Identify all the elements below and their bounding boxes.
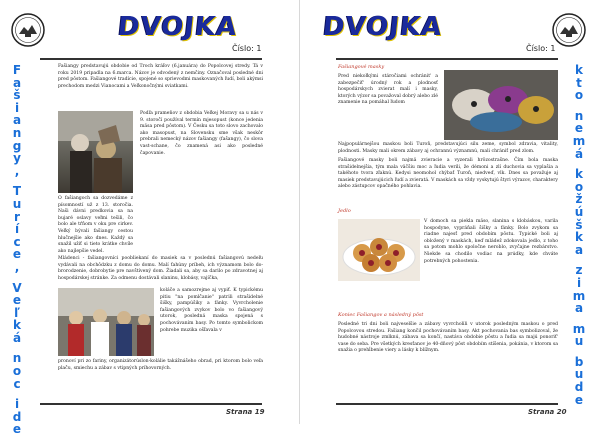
vertical-title-letter: F xyxy=(12,63,22,77)
paragraph-col2: Podľa prameňov z obdobia Veľkej Moravy sa u nás v 9. storočí používal termín mjesopust (konce jedenia mäsa pred pôstom). V Česku sa toto slovo zachovalo ako masopust, na Slovensku sme však neskôr prebrali nemecký názov fašiangy (fašangy), čo slova vast-schane, čo znamená asi ako posledné čapovanie. xyxy=(140,111,263,156)
vertical-title-letter: e xyxy=(574,392,584,407)
vertical-title-letter: V xyxy=(12,280,22,295)
vertical-title-letter: e xyxy=(12,293,22,308)
section-heading-jedlo: Jedlo xyxy=(338,208,351,214)
vertical-title-letter: ľ xyxy=(14,305,20,320)
vertical-title-letter: a xyxy=(574,301,584,316)
vertical-title-letter: o xyxy=(574,88,584,103)
issue-number: Číslo: 1 xyxy=(232,44,262,53)
masthead-title: DVOJKA xyxy=(116,12,239,42)
vertical-title-letter: n xyxy=(12,351,22,366)
paragraph-end: pronoví pri zo fariny, organizátorúslon-kolálie takážnášeho obrad, pri ktorom bolo veľa plaču, smiechu a zábav s vtipných príhovorných. xyxy=(58,359,263,371)
vertical-title-letter: m xyxy=(572,133,586,148)
vertical-title-letter: b xyxy=(574,354,584,369)
vertical-title-letter: y xyxy=(13,151,21,166)
vertical-title-letter: k xyxy=(575,63,583,77)
school-crest-icon xyxy=(551,12,587,48)
vertical-title-letter: k xyxy=(575,167,583,182)
vertical-title-letter: o xyxy=(574,179,584,194)
vertical-title-letter: m xyxy=(572,321,586,336)
section-heading-masks: Fašiangové masky xyxy=(338,64,385,70)
paragraph-jedlo: V domoch sa piekla mäso, slanina s klobáskou, varila hospodyne, vypráňali šišky a fánky. Bolo zvykom sa riadne najesť pred obdobím pôstu. Typické boli aj obložený v maskách, keď mládež zdokovala jedlo, z toho sa potom mohlo spoločne neroblo, zvyčajne rezbárstvo. Niekde sa chodilo vodiac na prúdky, kde chváte potrebných pohostenia. xyxy=(424,219,558,264)
vertical-title-letter: c xyxy=(13,234,21,249)
vertical-title-letter: a xyxy=(12,75,22,90)
paragraph-masks-2: Fašiangové masky boli najmä zvieracie a vyzerali hrôzostrašne. Čím bola maska strašidelnejšia, tým mala väčšiu moc a ľudia verili, že démoni a zlí duchovia sa vyplašia a takéhoto tvora zľaknú. Kedysi neomohol chýbať Turoň, niedveď, vlk. Dnes sa považuje aj masiek predstavujúcich ľudí a zvieratá. V maskách sa vždy vyskytujú štyri výrazov, charaktery alebo zástupcov opačného pohlavia. xyxy=(338,158,558,190)
paragraph-col1: O fašiangoch sa dozvedáme z písomností už z 13. storočia. Naši dávni predkovia sa na bujaré oslavy veľmi tešili, čo bolo ale tŕňom v oku pre cirkev. Veľký bývali fašiangy cestou hlučnejšie ako dnes. Každý sa snažil užiť si tieto krátke chvíle ako najlepšie vedel. xyxy=(58,196,133,254)
vertical-title-letter: á xyxy=(574,146,584,161)
vertical-title-letter: í xyxy=(14,222,20,237)
vertical-section-title xyxy=(8,64,26,436)
photo-procession xyxy=(58,288,154,356)
page-number: Strana 20 xyxy=(528,408,567,416)
vertical-title-letter: m xyxy=(572,288,586,303)
header-rule xyxy=(40,58,262,60)
photo-masks xyxy=(444,70,558,140)
masthead-title: DVOJKA xyxy=(321,12,444,42)
paragraph-masks-full: Najpopulárnejšou maskou boli Turoň, predstavujúci silu zeme, symbol zdravia, vitality, plodnosti. Masky mali okrem zábavy aj ochrannú významnú, mali chrániť pred zlom. xyxy=(338,142,558,154)
vertical-title-letter: , xyxy=(14,163,20,178)
vertical-title-letter: t xyxy=(576,75,582,90)
vertical-title-letter: u xyxy=(574,334,584,349)
photo-pastries xyxy=(338,219,420,281)
footer-rule xyxy=(336,403,558,405)
vertical-title-letter: i xyxy=(576,275,582,290)
header-rule xyxy=(336,58,558,60)
vertical-title-letter: e xyxy=(12,422,22,436)
page-20 xyxy=(300,0,600,424)
photo-carnival-masks xyxy=(58,111,133,193)
section-heading-koniec: Koniec Fašiangov a následný pôst xyxy=(338,312,424,318)
vertical-title-letter: d xyxy=(12,409,22,424)
vertical-title-letter: g xyxy=(12,138,22,153)
vertical-title-letter: š xyxy=(575,217,583,232)
vertical-title-letter: k xyxy=(13,318,21,333)
paragraph-col3: koláče a samozrejme aj vypiť. K typickému pitiu "na pomlčanie" patrili strašidelné šišky, pampúšiky a fánky. Vyvrcholenie fašiangových zvykov bolo vo fašiangový utorok, posledná maska spojená s pochovávaním basy. Po tomto symbolickom pohrebe muzika ošľavala v xyxy=(160,288,263,333)
vertical-title-letter: a xyxy=(574,242,584,257)
vertical-title-letter: n xyxy=(12,125,22,140)
vertical-title-letter: u xyxy=(12,196,22,211)
vertical-title-letter: c xyxy=(13,376,21,391)
school-crest-icon xyxy=(10,12,46,48)
vertical-title-letter: á xyxy=(12,330,22,345)
vertical-title-letter: e xyxy=(574,121,584,136)
vertical-title-letter: ž xyxy=(575,192,583,207)
intro-paragraph: Fašiangy predstavujú obdobie od Troch kráľov (6.januára) do Popolcovej stredy. Tá v roku 2019 pripadla na 6.marca. Názov je odvodený z nemčiny. Označoval posledné dni pred pôstom. Fašiangové tradície, spojené so sprievodmi maskovaných ľudí, boli akýmsi prechodom medzi Vianocami a Veľkonočnými sviatkami. xyxy=(58,64,263,89)
page-number: Strana 19 xyxy=(226,408,265,416)
vertical-title-letter: , xyxy=(14,259,20,274)
vertical-title-letter: d xyxy=(574,380,584,395)
vertical-title-letter: i xyxy=(14,100,20,115)
paragraph-full: Mládenci - fašiangovníci poobliekaní do masiek sa v poslednú fašiangovú nedeľu vydávali na obchôdzku z domu do domu. Malí ťahúny príbeh, ich významom bolo do-brorodzenie, dobrobytie pre navštívený dom. Žiadali sa, aby sa darilo po zdravotnej aj hospodárskej stránke. Za odmenu dostávali slaninu, klobásy, vajíčka, xyxy=(58,256,263,281)
vertical-title-letter: i xyxy=(14,397,20,412)
issue-number: Číslo: 1 xyxy=(526,44,556,53)
vertical-title-letter: z xyxy=(575,263,583,278)
vertical-section-title xyxy=(570,64,588,406)
vertical-title-letter: š xyxy=(13,88,21,103)
vertical-title-letter: k xyxy=(575,230,583,245)
vertical-title-letter: e xyxy=(12,247,22,262)
vertical-title-letter: a xyxy=(12,113,22,128)
vertical-title-letter: ú xyxy=(574,204,584,219)
vertical-title-letter: r xyxy=(14,209,20,224)
vertical-title-letter: n xyxy=(574,108,584,123)
vertical-title-letter: o xyxy=(12,364,22,379)
footer-rule xyxy=(40,403,262,405)
vertical-title-letter: u xyxy=(574,367,584,382)
vertical-title-letter: T xyxy=(12,184,22,199)
paragraph-masks-col: Pred niekoľkými stáročiami ochránit' a zabezpečiť' úrodný rok a plodnosť hospodárskych zvierat malí i masky, ktorých výzor sa považoval dobrý alebo zlé znamenie na pomáhal ľudom xyxy=(338,74,438,106)
paragraph-koniec: Posledné tri dni boli najveselšie a zábavy vyvrcholili v utorok posledným maskou o pred Popolcovou stredou. Fašiang končil pochovávaním basy. Akt pochovania bas symbolizoval, že hudobné nástroje zmlknú, zábava sa končí, nastáva obdobie pôstu a ľudia sa majú ponoriť' vase do seba. Pre všetkých kresťanov je 40-dňový pôst obdobím stíšenia, pokánia, v ktorom sa snažia o prehĺbenie viery a lásky k blížnym. xyxy=(338,322,558,354)
